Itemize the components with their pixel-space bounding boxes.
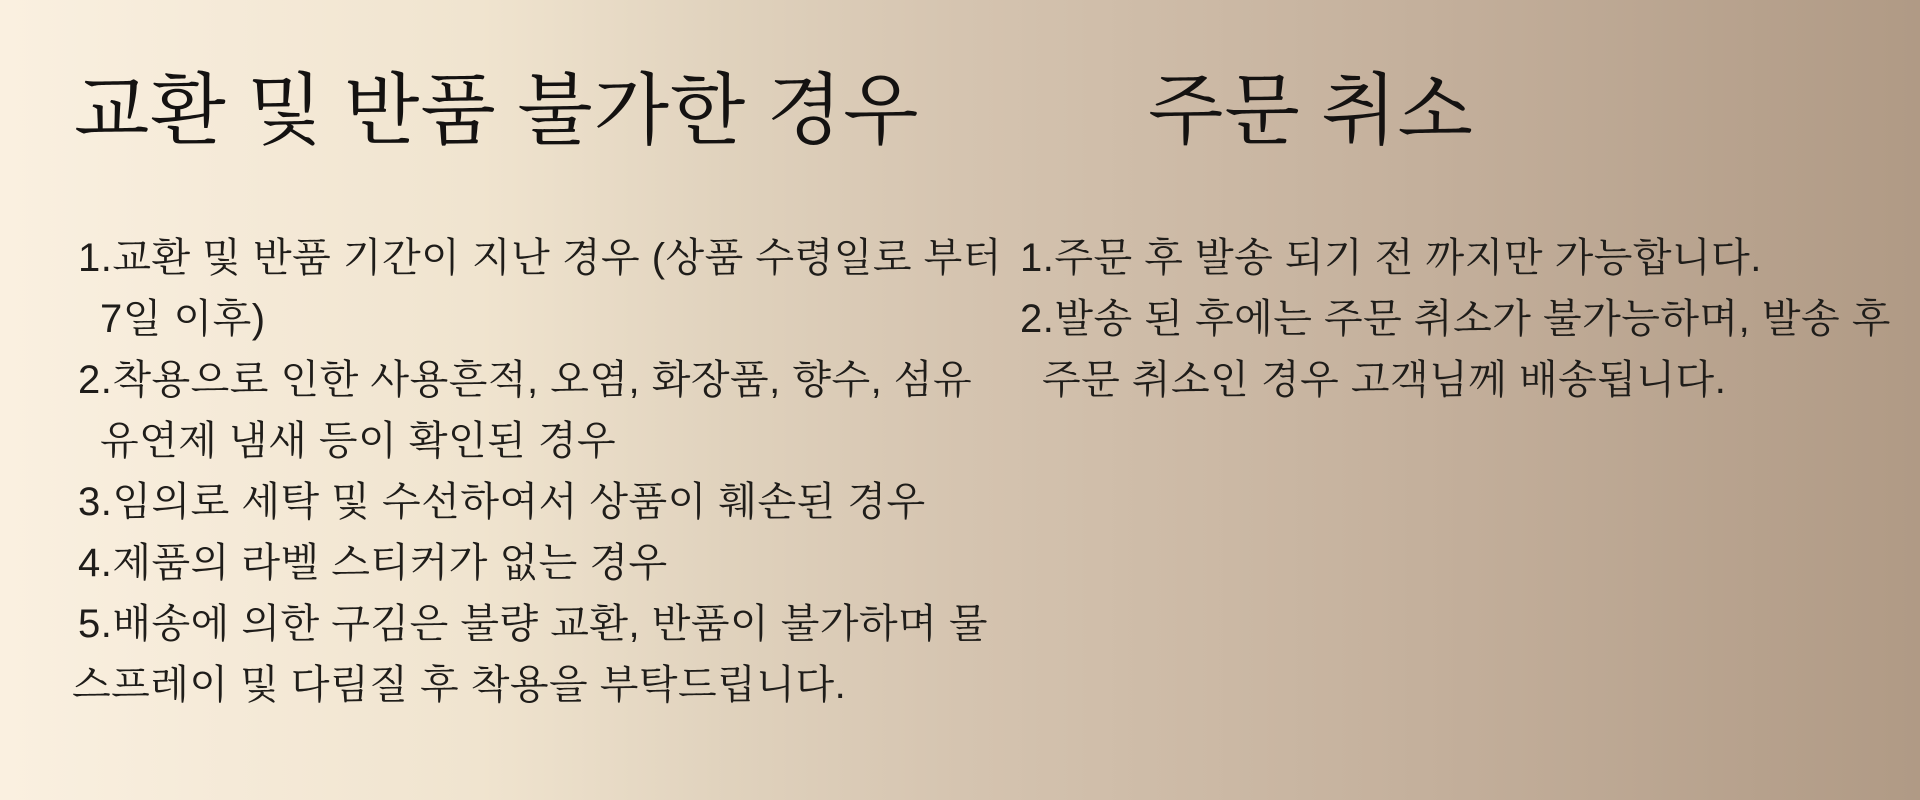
section-title-order-cancellation: 주문 취소: [1148, 67, 1474, 154]
policy-line: 3.임의로 세탁 및 수선하여서 상품이 훼손된 경우: [78, 480, 926, 524]
policy-list-order-cancellation: [1020, 228, 1891, 411]
policy-list-exchange-return: [72, 228, 1002, 716]
policy-line: 4.제품의 라벨 스티커가 없는 경우: [78, 541, 668, 585]
policy-line: 5.배송에 의한 구김은 불량 교환, 반품이 불가하며 물: [78, 602, 989, 646]
policy-line: 2.발송 된 후에는 주문 취소가 불가능하며, 발송 후: [1020, 297, 1891, 341]
policy-line: 1.주문 후 발송 되기 전 까지만 가능합니다.: [1020, 236, 1762, 280]
section-title-exchange-return: 교환 및 반품 불가한 경우: [74, 67, 920, 154]
policy-line-continuation: 주문 취소인 경우 고객님께 배송됩니다.: [1042, 358, 1727, 402]
policy-line-continuation: 유연제 냄새 등이 확인된 경우: [100, 419, 617, 463]
policy-line-continuation: 스프레이 및 다림질 후 착용을 부탁드립니다.: [72, 663, 847, 707]
policy-line-continuation: 7일 이후): [100, 297, 266, 341]
policy-line: 1.교환 및 반품 기간이 지난 경우 (상품 수령일로 부터: [78, 236, 1002, 280]
policy-line: 2.착용으로 인한 사용흔적, 오염, 화장품, 향수, 섬유: [78, 358, 973, 402]
